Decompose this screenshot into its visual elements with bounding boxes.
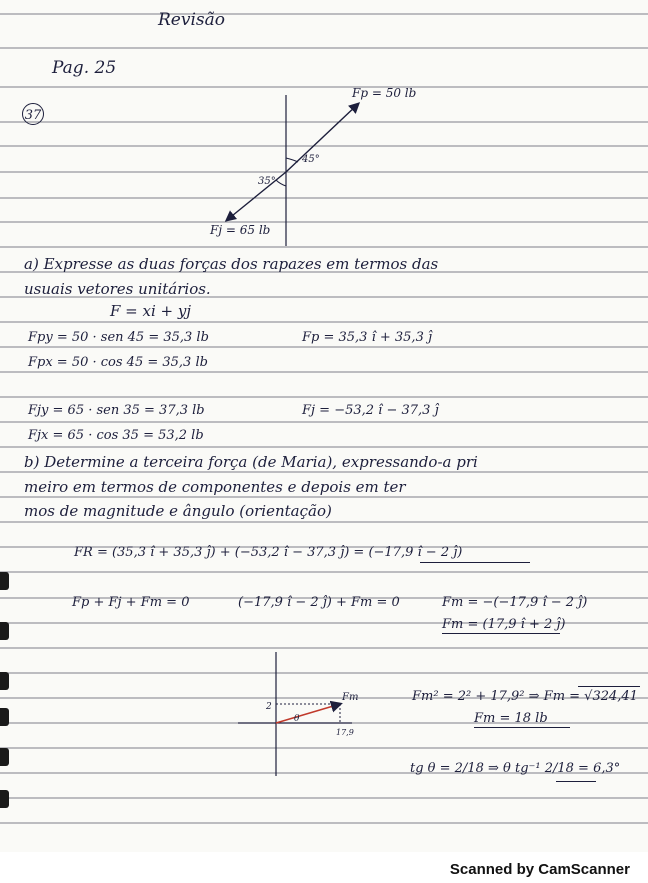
fm-vector-label: Fm: [342, 692, 359, 703]
unit-vector-formula: F = xi + yj: [110, 302, 191, 320]
part-b-question-line1: b) Determine a terceira força (de Maria), expressando-a pri: [24, 453, 478, 471]
resultant-force-equation: FR = (35,3 î + 35,3 ĵ) + (−53,2 î − 37,3 ĵ) = (−17,9 î − 2 ĵ): [74, 545, 463, 560]
page-reference: Pag. 25: [52, 58, 117, 78]
part-b-question-line2: meiro em termos de componentes e depois em ter: [24, 478, 406, 496]
y-component-label: 2: [266, 702, 272, 712]
fp-label: Fp = 50 lb: [352, 86, 417, 100]
part-a-question-line2: usuais vetores unitários.: [24, 280, 211, 298]
fm-vector: [276, 704, 340, 723]
fj-vector-equation: Fj = −53,2 î − 37,3 ĵ: [302, 403, 439, 418]
sqrt-overline: [578, 686, 640, 687]
fm-equation: Fm = −(−17,9 î − 2 ĵ): [442, 595, 588, 610]
page-title: Revisão: [158, 10, 225, 30]
fpx-equation: Fpx = 50 · cos 45 = 35,3 lb: [28, 355, 208, 370]
fpy-equation: Fpy = 50 · sen 45 = 35,3 lb: [28, 330, 209, 345]
angle-underline: [556, 781, 596, 782]
angle-equation: tg θ = 2/18 ⇒ θ tg⁻¹ 2/18 = 6,3°: [410, 761, 621, 776]
magnitude-equation: Fm² = 2² + 17,9² ⇒ Fm = √324,41: [412, 689, 638, 704]
angle-45-label: 45°: [302, 154, 320, 165]
angle-35-label: 35°: [258, 176, 276, 187]
part-a-question-line1: a) Expresse as duas forças dos rapazes em termos das: [24, 255, 439, 273]
part-b-question-line3: mos de magnitude e ângulo (orientação): [24, 502, 332, 520]
fjy-equation: Fjy = 65 · sen 35 = 37,3 lb: [28, 403, 205, 418]
magnitude-result: Fm = 18 lb: [474, 711, 548, 726]
fjx-equation: Fjx = 65 · cos 35 = 53,2 lb: [28, 428, 204, 443]
magnitude-underline: [474, 727, 570, 728]
question-number: 37: [24, 108, 42, 123]
fp-vector-equation: Fp = 35,3 î + 35,3 ĵ: [302, 330, 432, 345]
scanner-watermark: Scanned by CamScanner: [449, 861, 630, 878]
scanner-footer: [0, 852, 648, 883]
fm-result: Fm = (17,9 î + 2 ĵ): [442, 617, 566, 632]
force-sum-equation: Fp + Fj + Fm = 0: [72, 595, 190, 610]
fj-label: Fj = 65 lb: [210, 223, 271, 237]
x-component-label: 17,9: [336, 728, 354, 737]
theta-label: θ: [294, 714, 300, 724]
force-sum-substituted: (−17,9 î − 2 ĵ) + Fm = 0: [238, 595, 400, 610]
